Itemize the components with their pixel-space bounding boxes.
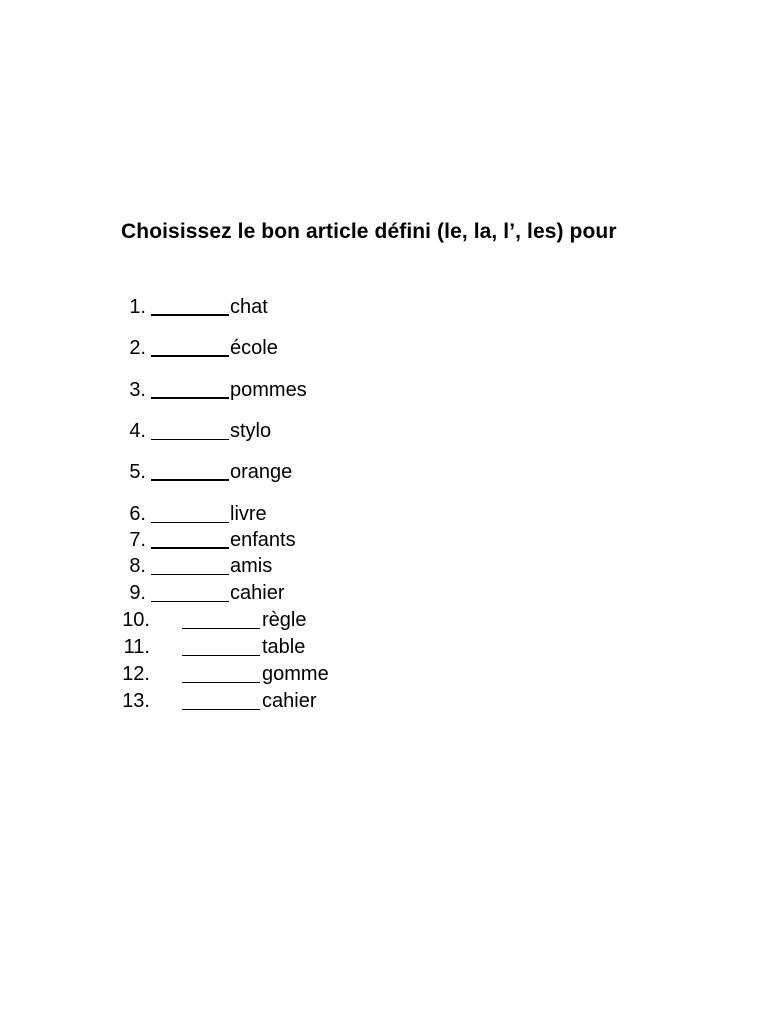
answer-blank [182, 655, 260, 656]
answer-blank [151, 522, 229, 523]
answer-blank [151, 355, 229, 357]
item-number: 7. [129, 529, 146, 551]
item-word: orange [230, 461, 293, 483]
item-word: livre [230, 503, 267, 525]
item-word: gomme [262, 663, 329, 685]
item-number: 2. [129, 337, 146, 359]
exercise-item [0, 528, 768, 552]
item-number: 3. [129, 379, 146, 401]
exercise-item [0, 689, 768, 713]
item-number: 4. [129, 420, 146, 442]
exercise-item [0, 419, 768, 443]
answer-blank [151, 314, 229, 316]
item-word: enfants [230, 529, 296, 551]
item-word: table [262, 636, 306, 658]
worksheet-title: Choisissez le bon article défini (le, la, l’, les) pour [121, 220, 617, 243]
answer-blank [182, 682, 260, 683]
item-word: cahier [262, 690, 317, 712]
exercise-item [0, 295, 768, 319]
exercise-item [0, 608, 768, 632]
item-number: 12. [122, 663, 150, 685]
item-number: 9. [129, 582, 146, 604]
item-number: 6. [129, 503, 146, 525]
exercise-item [0, 581, 768, 605]
item-number: 13. [122, 690, 150, 712]
item-word: école [230, 337, 278, 359]
answer-blank [151, 574, 229, 575]
exercise-item [0, 502, 768, 526]
item-word: règle [262, 609, 307, 631]
item-word: cahier [230, 582, 285, 604]
answer-blank [151, 479, 229, 481]
item-word: amis [230, 555, 273, 577]
answer-blank [151, 547, 229, 549]
answer-blank [151, 601, 229, 602]
item-number: 11. [123, 636, 150, 658]
answer-blank [182, 628, 260, 629]
exercise-item [0, 554, 768, 578]
item-number: 5. [129, 461, 146, 483]
answer-blank [151, 439, 229, 440]
answer-blank [182, 709, 260, 710]
item-word: stylo [230, 420, 272, 442]
item-number: 10. [122, 609, 150, 631]
item-word: pommes [230, 379, 307, 401]
answer-blank [151, 397, 229, 399]
exercise-item [0, 460, 768, 484]
item-number: 1. [129, 296, 146, 318]
item-word: chat [230, 296, 268, 318]
exercise-item [0, 635, 768, 659]
exercise-item [0, 662, 768, 686]
exercise-item [0, 378, 768, 402]
item-number: 8. [129, 555, 146, 577]
exercise-item [0, 336, 768, 360]
